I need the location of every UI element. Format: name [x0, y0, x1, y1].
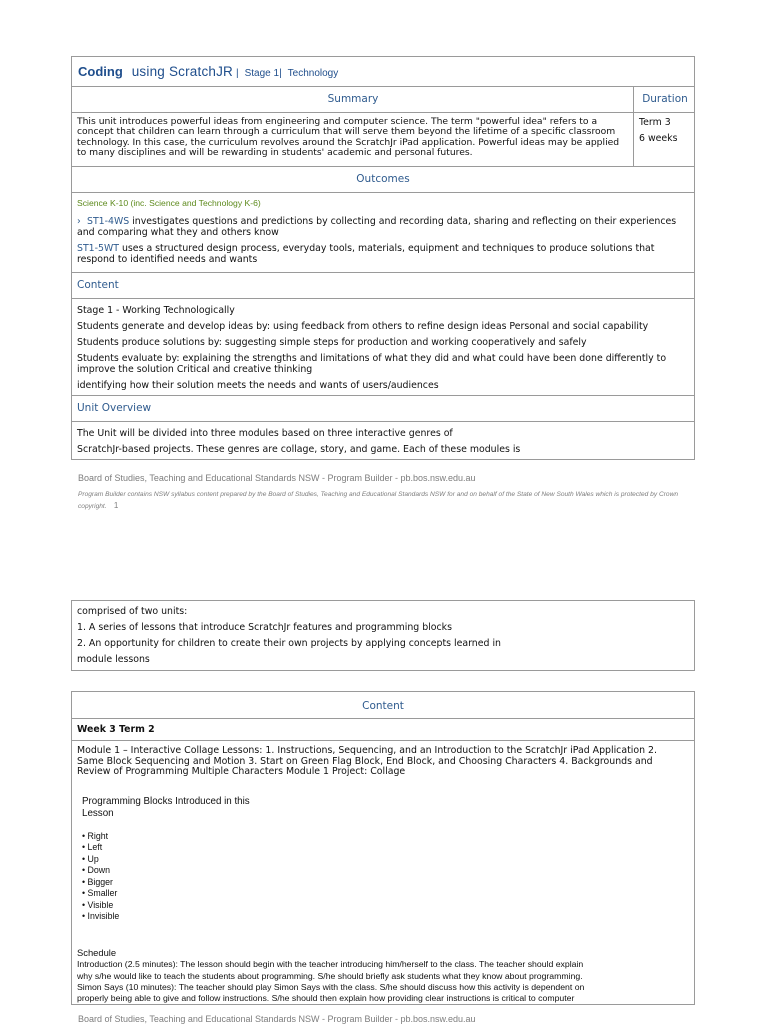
- title-subject: Technology: [287, 68, 339, 79]
- duration-weeks: 6 weeks: [639, 133, 678, 145]
- duration-cell: [639, 117, 677, 144]
- outcomes-header: Outcomes: [356, 173, 410, 185]
- schedule: [77, 947, 692, 1004]
- page-footer: Board of Studies, Teaching and Educational Standards NSW - Program Builder - pb.bos.nsw.edu.au: [78, 473, 476, 483]
- block-item: • Left: [82, 842, 103, 853]
- overview-row: [72, 421, 694, 460]
- block-item: • Right: [82, 831, 109, 841]
- blocks-title-line: Lesson: [82, 808, 114, 820]
- block-item: • Up: [82, 853, 99, 864]
- block-item: • Smaller: [82, 888, 118, 899]
- outcomes-header-row: [72, 166, 694, 193]
- title-separator: |: [279, 68, 282, 79]
- title-using: using ScratchJR: [131, 64, 234, 79]
- lesson-table: [71, 691, 695, 1005]
- schedule-line: Simon Says (10 minutes): The teacher should play Simon Says with the class. S/he should discuss how this activity is dependent on: [77, 981, 585, 992]
- week-row: [72, 718, 694, 741]
- outcome-st1-4ws: [77, 216, 687, 238]
- continuation-line: comprised of two units:: [77, 606, 188, 617]
- lesson-row: [72, 740, 694, 1005]
- unit-title: [78, 64, 338, 80]
- content-line: Students evaluate by: explaining the strengths and limitations of what they did and what could have been done differently to improve the solution Critical and creative thinking: [77, 353, 667, 376]
- overview-header: Unit Overview: [77, 402, 152, 414]
- overview-line: ScratchJr-based projects. These genres are collage, story, and game. Each of these modules is: [77, 444, 521, 456]
- page-footer: Board of Studies, Teaching and Educational Standards NSW - Program Builder - pb.bos.nsw.edu.au: [78, 1014, 476, 1024]
- content-header: Content: [362, 700, 404, 712]
- outcome-arrow-icon: ›: [77, 216, 81, 227]
- schedule-line: Introduction (2.5 minutes): The lesson should begin with the teacher introducing him/herself to the class. The teacher should explain: [77, 959, 584, 970]
- overview-line: The Unit will be divided into three modules based on three interactive genres of: [77, 428, 453, 439]
- outcome-text: uses a structured design process, everyday tools, materials, equipment and techniques to produce solutions that respond to identified needs and wants: [77, 243, 655, 266]
- content-list: [77, 305, 687, 392]
- title-separator: |: [236, 68, 239, 79]
- blocks-list: [82, 831, 119, 922]
- block-item: • Visible: [82, 899, 114, 910]
- summary-text: This unit introduces powerful ideas from engineering and computer science. The term "powerful idea" refers to a concept that children can learn through a curriculum that will serve them beyond the lifetime of a specific classroom technology. In this case, the curriculum revolves around the ScratchJr iPad application. Powerful ideas may be applied to many disciplines and will be rewarding in students' academic and personal futures.: [77, 116, 620, 158]
- duration-term: Term 3: [639, 117, 671, 128]
- outcome-st1-5wt: [77, 243, 691, 265]
- content-line: Students generate and develop ideas by: using feedback from others to refine design ideas Personal and social capability: [77, 321, 649, 333]
- copyright-text: Program Builder contains NSW syllabus content prepared by the Board of Studies, Teaching and Educational Standards NSW for and on behalf of the State of New South Wales which is protected by Crown copyright.: [78, 491, 678, 510]
- schedule-line: why s/he would like to teach the students about programming. S/he should briefly ask students what they know about programming.: [77, 970, 583, 981]
- content-header-row: [72, 272, 694, 299]
- outcomes-row: [72, 192, 694, 273]
- title-stage: Stage 1: [244, 68, 280, 79]
- blocks-title-line: Programming Blocks Introduced in this: [82, 796, 250, 807]
- schedule-title: Schedule: [77, 947, 117, 958]
- continuation-line: 2. An opportunity for children to create their own projects by applying concepts learned in: [77, 638, 501, 650]
- outcome-code: ST1-5WT: [77, 243, 119, 254]
- content-header: Content: [77, 279, 119, 291]
- summary-header: Summary: [327, 93, 379, 105]
- programming-blocks-title: [82, 796, 250, 820]
- content-line: identifying how their solution meets the needs and wants of users/audiences: [77, 380, 439, 392]
- overview-continuation: [71, 600, 695, 671]
- block-item: • Bigger: [82, 876, 113, 887]
- week-label: Week 3 Term 2: [77, 724, 155, 735]
- copyright-note: [78, 490, 678, 511]
- title-coding: Coding: [78, 64, 123, 79]
- schedule-line: properly being able to give and follow instructions. S/he should then explain how providing clear instructions is critical to computer: [77, 993, 575, 1004]
- summary-row: [72, 112, 694, 167]
- page-number: 1: [113, 500, 119, 510]
- summary-header-row: [72, 86, 694, 113]
- overview-header-row: [72, 395, 694, 422]
- continuation-line: 1. A series of lessons that introduce ScratchJr features and programming blocks: [77, 622, 452, 634]
- overview-text: [77, 428, 520, 455]
- continuation-text: [77, 606, 501, 665]
- duration-header: Duration: [642, 93, 688, 105]
- outcome-text: investigates questions and predictions by collecting and recording data, sharing and reflecting on their experiences and comparing what they and others know: [77, 216, 677, 239]
- module-description: Module 1 – Interactive Collage Lessons: 1. Instructions, Sequencing, and an Introduction to the ScratchJr iPad Application 2. Same Block Sequencing and Motion 3. Start on Green Flag Block, End Block, and Choosing Characters 4. Backgrounds and Review of Programming Multiple Characters Module 1 Project: Collage: [77, 745, 657, 778]
- unit-table: [71, 56, 695, 460]
- content-row: [72, 298, 694, 396]
- continuation-line: module lessons: [77, 654, 150, 666]
- syllabus-name: Science K-10 (inc. Science and Technology K-6): [77, 198, 261, 208]
- outcome-code: ST1-4WS: [87, 216, 130, 227]
- block-item: • Down: [82, 865, 111, 876]
- content-line: Stage 1 - Working Technologically: [77, 305, 235, 316]
- block-item: • Invisible: [82, 910, 120, 921]
- content-line: Students produce solutions by: suggesting simple steps for production and working cooperatively and safely: [77, 337, 587, 349]
